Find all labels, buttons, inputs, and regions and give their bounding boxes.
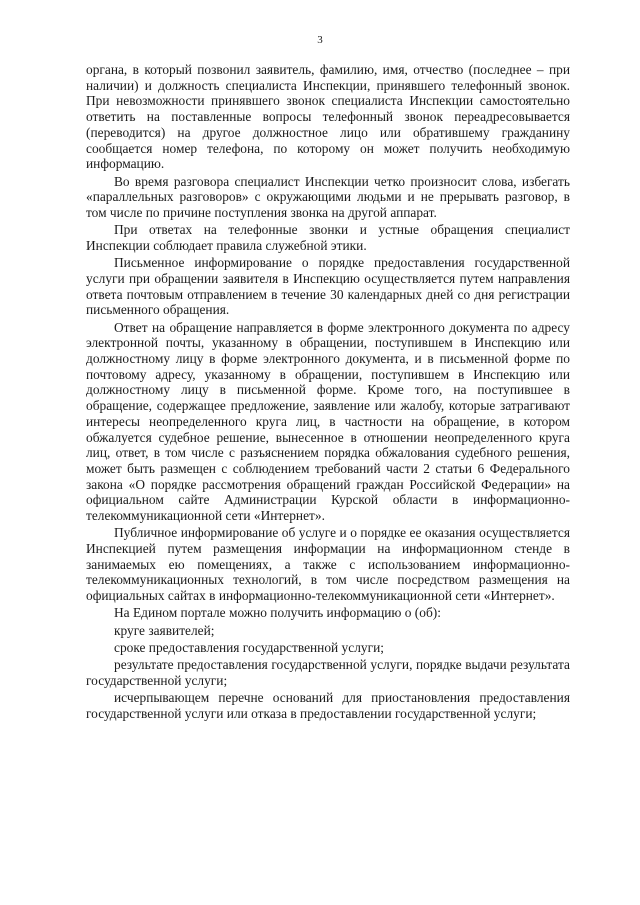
paragraph-response-form: Ответ на обращение направляется в форме электронного документа по адресу электронной почты, указанному в обращении, поступившем в Инспекцию или должностному лицу в форме электронного документа, и в письменной форме по почтовому адресу, указанному в обращении, поступившем в Инспекцию или должностному лицу в письменной форме. Кроме того, на поступившее в обращение, содержащее предложение, заявление или жалобу, которые затрагивают интересы неопределенного круга лиц, в частности на обращение, в котором обжалуется судебное решение, вынесенное в отношении неопределенного круга лиц, ответ, в том числе с разъяснением порядка обжалования судебного решения, может быть размещен с соблюдением требований части 2 статьи 6 Федерального закона «О порядке рассмотрения обращений граждан Российской Федерации» на официальном сайте Администрации Курской области в информационно-телекоммуникационной сети «Интернет». xyxy=(86,319,570,524)
list-item-service-result: результате предоставления государственной услуги, порядке выдачи результата государственной услуги; xyxy=(86,657,570,689)
list-item-applicants: круге заявителей; xyxy=(114,622,215,638)
paragraph-conversation-rules: Во время разговора специалист Инспекции четко произносит слова, избегать «параллельных разговоров» с окружающими людьми и не прерывать разговор, в том числе по причине поступления звонка на другой аппарат. xyxy=(86,173,570,220)
paragraph-public-informing: Публичное информирование об услуге и о порядке ее оказания осуществляется Инспекцией путем размещения информации на информационном стенде в занимаемых ею помещениях, а также с использованием информационно-телекоммуникационных технологий, в том числе посредством размещения на официальных сайтах в информационно-телекоммуникационной сети «Интернет». xyxy=(86,525,570,604)
paragraph-written-informing: Письменное информирование о порядке предоставления государственной услуги при обращении заявителя в Инспекцию осуществляется путем направления ответа почтовым отправлением в течение 30 календарных дней со дня регистрации письменного обращения. xyxy=(86,255,570,318)
list-item-refusal-grounds: исчерпывающем перечне оснований для приостановления предоставления государственной услуги или отказа в предоставлении государственной услуги; xyxy=(86,690,570,722)
paragraph-call-details: органа, в который позвонил заявитель, фамилию, имя, отчество (последнее – при наличии) и должность специалиста Инспекции, принявшего телефонный звонок. При невозможности принявшего звонок специалиста Инспекции самостоятельно ответить на поставленные вопросы телефонный звонок переадресовывается (переводится) на другое должностное лицо или обратившему гражданину сообщается номер телефона, по которому он может получить необходимую информацию. xyxy=(86,62,570,172)
list-item-service-term: сроке предоставления государственной услуги; xyxy=(114,640,384,656)
paragraph-unified-portal: На Едином портале можно получить информацию о (об): xyxy=(114,605,441,621)
paragraph-service-ethics: При ответах на телефонные звонки и устные обращения специалист Инспекции соблюдает правила служебной этики. xyxy=(86,222,570,253)
document-body xyxy=(86,62,570,723)
page-number: 3 xyxy=(317,34,323,46)
